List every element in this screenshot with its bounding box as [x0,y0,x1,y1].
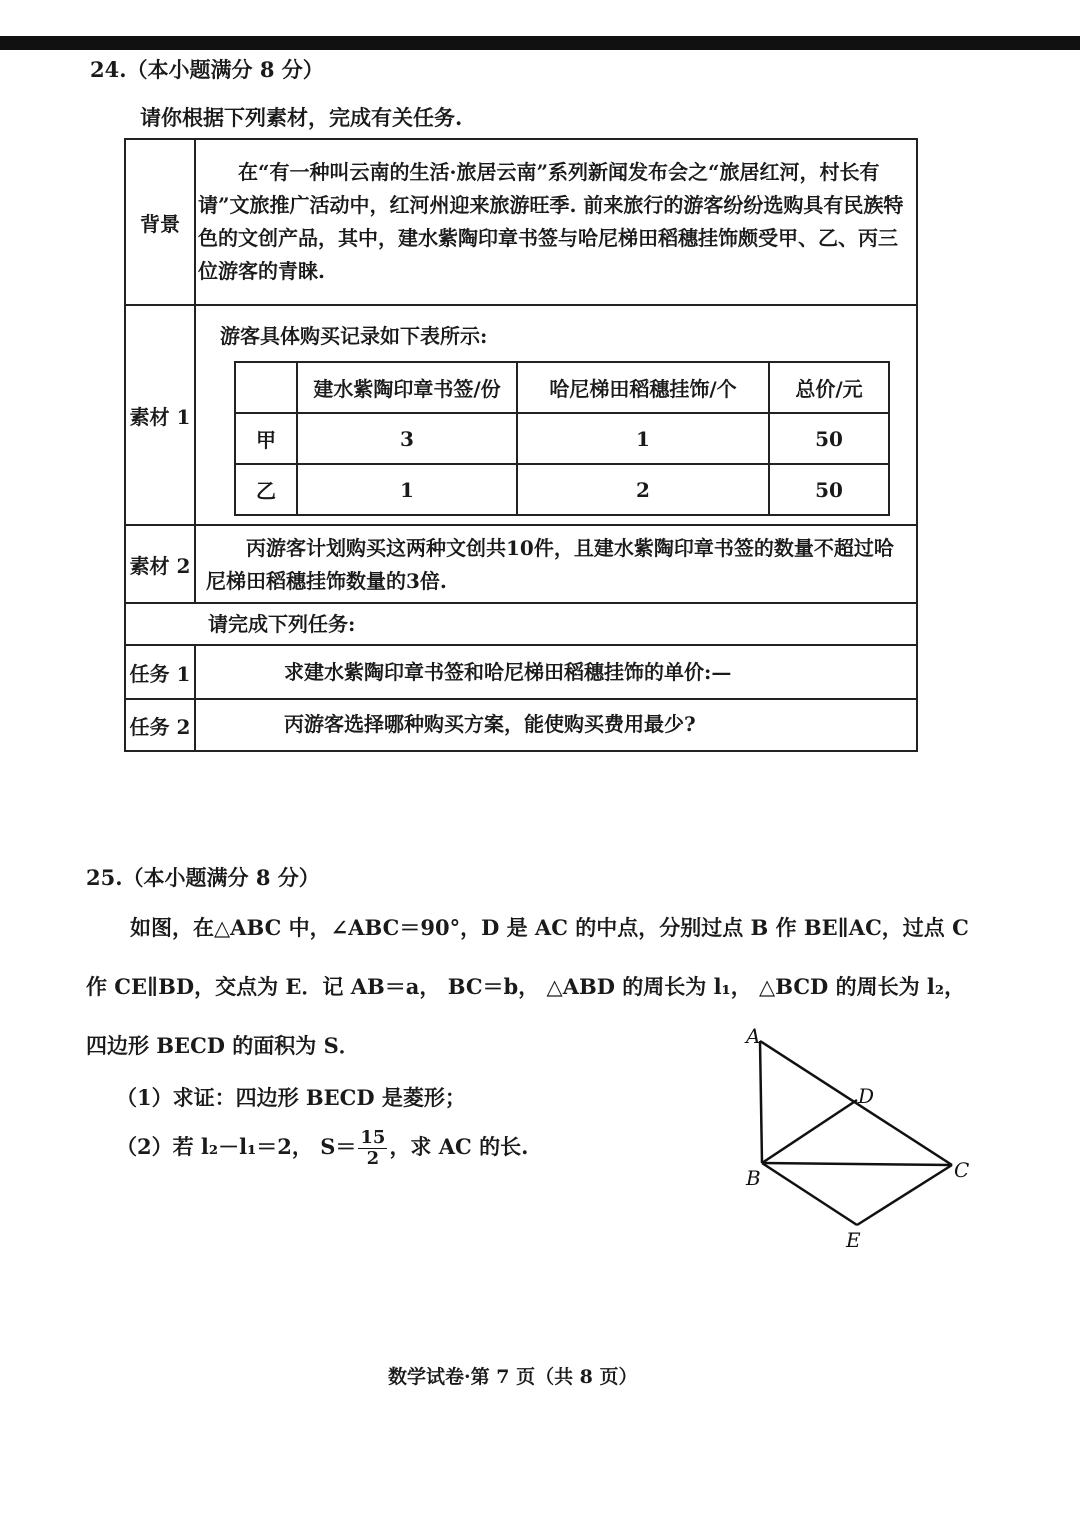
point-d-label: D [858,1084,875,1108]
material1-label: 素材 1 [126,306,196,524]
material1-row [126,306,916,526]
background-row [126,140,916,306]
table-cell: 1 [517,413,769,464]
q25-part2-prefix: （2）若 l₂－l₁＝2， S＝ [116,1134,357,1159]
fraction-numerator: 15 [360,1127,386,1148]
background-text: 在“有一种叫云南的生活·旅居云南”系列新闻发布会之“旅居红河，村长有请”文旅推广活动中，红河州迎来旅游旺季. 前来旅行的游客纷纷选购具有民族特色的文创产品，其中，建水紫陶印章书签与哈尼梯田稻穗挂饰颇受甲、乙、丙三位游客的青睐. [198,160,904,283]
q24-header: 24.（本小题满分 8 分） [90,57,324,82]
point-b-label: B [746,1166,761,1190]
q24-intro: 请你根据下列素材，完成有关任务. [140,105,463,130]
point-a-label: A [746,1025,761,1048]
q25-part1: （1）求证：四边形 BECD 是菱形； [116,1085,466,1110]
fraction-denominator: 2 [366,1148,380,1169]
top-black-bar [0,36,1080,50]
segment-be [762,1163,857,1225]
geometry-figure [740,1025,980,1255]
q25-line3: 四边形 BECD 的面积为 S． [86,1033,360,1058]
purchase-table [234,361,890,516]
task2-row [126,700,916,750]
q25-part2 [116,1128,528,1169]
tasks-intro-row [126,604,916,646]
table-cell: 乙 [235,464,297,515]
point-e-label: E [846,1228,861,1252]
task2-label: 任务 2 [126,700,196,750]
table-cell: 3 [297,413,517,464]
point-c-label: C [954,1158,970,1182]
material1-content [196,306,916,524]
material2-text: 丙游客计划购买这两种文创共10件，且建水紫陶印章书签的数量不超过哈尼梯田稻穗挂饰数量的3倍. [206,536,894,593]
segment-bd [762,1100,857,1163]
table-header-cell: 哈尼梯田稻穗挂饰/个 [517,362,769,413]
page-footer: 数学试卷·第 7 页（共 8 页） [388,1366,638,1388]
material-table [124,138,918,752]
task1-label: 任务 1 [126,646,196,698]
background-label: 背景 [126,140,196,304]
q25-part2-suffix: ，求 AC 的长. [389,1134,529,1159]
q25-line2: 作 CE∥BD，交点为 E．记 AB＝a， BC＝b， △ABD 的周长为 l₁， △BCD 的周长为 l₂， [86,974,966,999]
table-row [235,464,889,515]
material2-row [126,526,916,604]
q25-line1: 如图，在△ABC 中，∠ABC＝90°，D 是 AC 的中点，分别过点 B 作 BE∥AC，过点 C [130,915,969,940]
table-cell: 甲 [235,413,297,464]
purchase-table-header [235,362,889,413]
segment-bc [762,1163,952,1165]
material2-label: 素材 2 [126,526,196,602]
table-header-cell: 总价/元 [769,362,889,413]
table-cell: 2 [517,464,769,515]
material1-intro: 游客具体购买记录如下表所示: [220,324,488,348]
task2-text: 丙游客选择哪种购买方案，能使购买费用最少? [284,712,696,736]
segment-ec [857,1165,952,1225]
task1-text: 求建水紫陶印章书签和哈尼梯田稻穗挂饰的单价:— [284,660,732,684]
q25-header: 25.（本小题满分 8 分） [86,865,320,890]
table-cell: 1 [297,464,517,515]
table-header-cell [235,362,297,413]
table-cell: 50 [769,464,889,515]
tasks-intro: 请完成下列任务: [208,612,356,636]
fraction [358,1128,387,1169]
table-cell: 50 [769,413,889,464]
segment-ab [760,1041,762,1163]
table-header-cell: 建水紫陶印章书签/份 [297,362,517,413]
task1-row [126,646,916,700]
table-row [235,413,889,464]
